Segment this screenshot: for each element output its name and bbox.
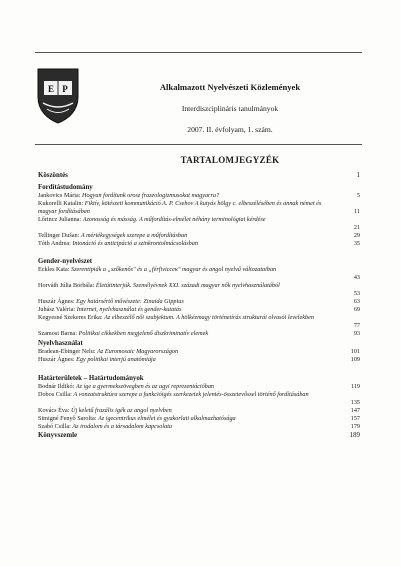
- entry-text: [38, 348, 323, 356]
- toc-entry: [38, 232, 360, 240]
- toc-entry: [38, 200, 360, 216]
- entry-text: [38, 240, 323, 248]
- entry-title: Hogyan fordítunk orosz frazeologizmusokat magyarra?: [82, 192, 220, 199]
- toc-entry: [38, 266, 360, 282]
- section-page-number: 1: [356, 172, 360, 179]
- entry-page-number: 63: [353, 298, 360, 305]
- entry-title: A vonzatstruktúra szerepe a funkcióigés szerkezetek jelentés-összetevőssel történő fordításában: [73, 391, 309, 398]
- entry-author: Dobos Csilla:: [38, 391, 74, 398]
- toc-entry: [38, 282, 360, 298]
- entry-title: Szerentipiák a „szőkenős" és a „férfivicceк" magyar és angol nyelvű változataiban: [71, 266, 277, 273]
- entry-title: Egy politikai interjú anatómiája: [76, 356, 156, 363]
- section-page-number: 189: [349, 432, 360, 439]
- entry-title: Az elbeszélő női szubjektum. A hölkézmagy történetírás strukturái olvasói levelekben: [104, 314, 314, 321]
- entry-page-number: 29: [353, 232, 360, 239]
- section-heading: Határterületek – Határtudományok: [38, 375, 144, 382]
- entry-title: Az Euromosaic Magyarországon: [97, 348, 179, 355]
- entry-page-number: 93: [353, 330, 360, 337]
- entry-author: Kovács Éva:: [38, 407, 71, 414]
- entry-author: Kukorelli Katalin:: [38, 200, 85, 207]
- toc-entry: [38, 423, 360, 431]
- entry-author: Lőrincz Julianna:: [38, 216, 83, 223]
- header-divider: [35, 144, 362, 145]
- entry-page-number: 119: [350, 383, 360, 390]
- toc-entry: [38, 348, 360, 356]
- entry-page-number: 77: [353, 322, 360, 329]
- entry-text: [38, 192, 323, 200]
- section-heading: Nyelvhasználat: [38, 340, 83, 347]
- toc-entry: [38, 306, 360, 314]
- university-crest-logo: [35, 67, 81, 125]
- entry-title: Az igecentrikus elmélet és gyakorlati alkalmazhatósága: [97, 415, 236, 422]
- toc-entry: [38, 298, 360, 306]
- entry-author: Bradean-Ebinger Nelu:: [38, 348, 98, 355]
- entry-author: Horváth Júlia Borbála:: [38, 282, 96, 289]
- entry-text: [38, 232, 323, 240]
- toc-entry: [38, 216, 360, 232]
- entry-author: Tóth Andrea:: [38, 240, 73, 247]
- entry-title: Azonosság és másság. A műfordítás-elmélet néhány terminológiai kérdése: [82, 216, 266, 223]
- entry-title: Az irodalom és a társadalom kapcsolata: [72, 423, 173, 430]
- entry-title: A mértékegységek szerepe a műfordításban: [80, 232, 188, 239]
- entry-page-number: 109: [350, 356, 360, 363]
- section-heading: Gender-nyelvészet: [38, 258, 93, 265]
- journal-subtitle: Interdiszciplináris tanulmányok: [181, 104, 279, 113]
- entry-text: [38, 415, 323, 423]
- entry-page-number: 43: [353, 274, 360, 281]
- entry-title: Életútinterjúk. Személyévnek XXI. századi magyar nők nyelvhasználatából: [95, 282, 280, 289]
- entry-text: [38, 391, 323, 399]
- section-heading: Könyvszemle: [38, 432, 78, 439]
- entry-title: Új keletű frazális igék az angol nyelvben: [71, 407, 172, 414]
- entry-page-number: 53: [353, 290, 360, 297]
- entry-page-number: 147: [350, 407, 360, 414]
- entry-author: Huszár Ágnes:: [38, 298, 77, 305]
- toc-entry: [38, 240, 360, 248]
- toc-entry: [38, 314, 360, 330]
- entry-text: [38, 266, 323, 274]
- entry-title: Fiktív, kötészeti kommunikáció A. P. Csehov A kutyás hölgy c. elbeszélésében és annak német és magyar fordításában: [38, 200, 322, 215]
- toc-entry: [38, 192, 360, 200]
- entry-author: Huszár Ágnes:: [38, 356, 77, 363]
- section-heading: Köszöntés: [38, 172, 68, 179]
- entry-author: Jankovics Mária:: [38, 192, 82, 199]
- entry-text: [38, 298, 323, 306]
- entry-page-number: 157: [350, 415, 360, 422]
- entry-text: [38, 314, 323, 322]
- entry-text: [38, 383, 323, 391]
- entry-text: [38, 216, 323, 224]
- entry-title: Internet, nyelvhasználat és gender-kutatás: [76, 306, 182, 313]
- entry-text: [38, 306, 323, 314]
- entry-title: Egy határsértő művészete: Zinaida Gippius: [76, 298, 184, 305]
- entry-page-number: 5: [356, 192, 360, 199]
- toc-title: TARTALOMJEGYZÉK: [180, 155, 280, 165]
- entry-author: Kegyesné Szekeres Erika:: [38, 314, 105, 321]
- top-rule: [35, 52, 362, 53]
- toc-entry: [38, 415, 360, 423]
- section-heading: Fordítástudomány: [38, 184, 93, 191]
- issue-info: 2007. II. évfolyam, 1. szám.: [187, 125, 273, 134]
- entry-author: Bodnár Ildikó:: [38, 383, 76, 390]
- entry-text: [38, 282, 323, 290]
- toc-entry: [38, 407, 360, 415]
- entry-text: [38, 423, 323, 431]
- entry-author: Szabó Csilla:: [38, 423, 73, 430]
- entry-page-number: 135: [350, 399, 360, 406]
- toc-entry: [38, 383, 360, 391]
- journal-title: Alkalmazott Nyelvészeti Közlemények: [159, 82, 301, 92]
- entry-title: Intonáció és anticipáció a szinkrontolmácsolásban: [72, 240, 198, 247]
- entry-page-number: 11: [354, 208, 360, 215]
- entry-title: Az íge a gyermekszövegben és az agyi reprezentációban: [75, 383, 215, 390]
- toc-entry: [38, 391, 360, 407]
- svg-text:E: E: [47, 84, 55, 94]
- entry-text: [38, 330, 323, 338]
- entry-author: Szamosi Barna:: [38, 330, 79, 337]
- entry-text: [38, 200, 323, 216]
- toc-entry: [38, 356, 360, 364]
- entry-text: [38, 407, 323, 415]
- entry-title: Politikai cikkekben megjelenő diszkriminatív elemek: [78, 330, 209, 337]
- entry-page-number: 35: [353, 240, 360, 247]
- entry-page-number: 21: [353, 224, 360, 231]
- entry-page-number: 69: [353, 306, 360, 313]
- entry-author: Simigné Fenyő Sarolta:: [38, 415, 98, 422]
- entry-author: Juhász Valéria:: [38, 306, 77, 313]
- entry-author: Eckles Kata:: [38, 266, 71, 273]
- entry-author: Tellinger Dušan:: [38, 232, 81, 239]
- entry-page-number: 179: [350, 423, 360, 430]
- entry-page-number: 101: [350, 348, 360, 355]
- toc-entry: [38, 330, 360, 338]
- entry-text: [38, 356, 323, 364]
- svg-text:P: P: [62, 84, 68, 94]
